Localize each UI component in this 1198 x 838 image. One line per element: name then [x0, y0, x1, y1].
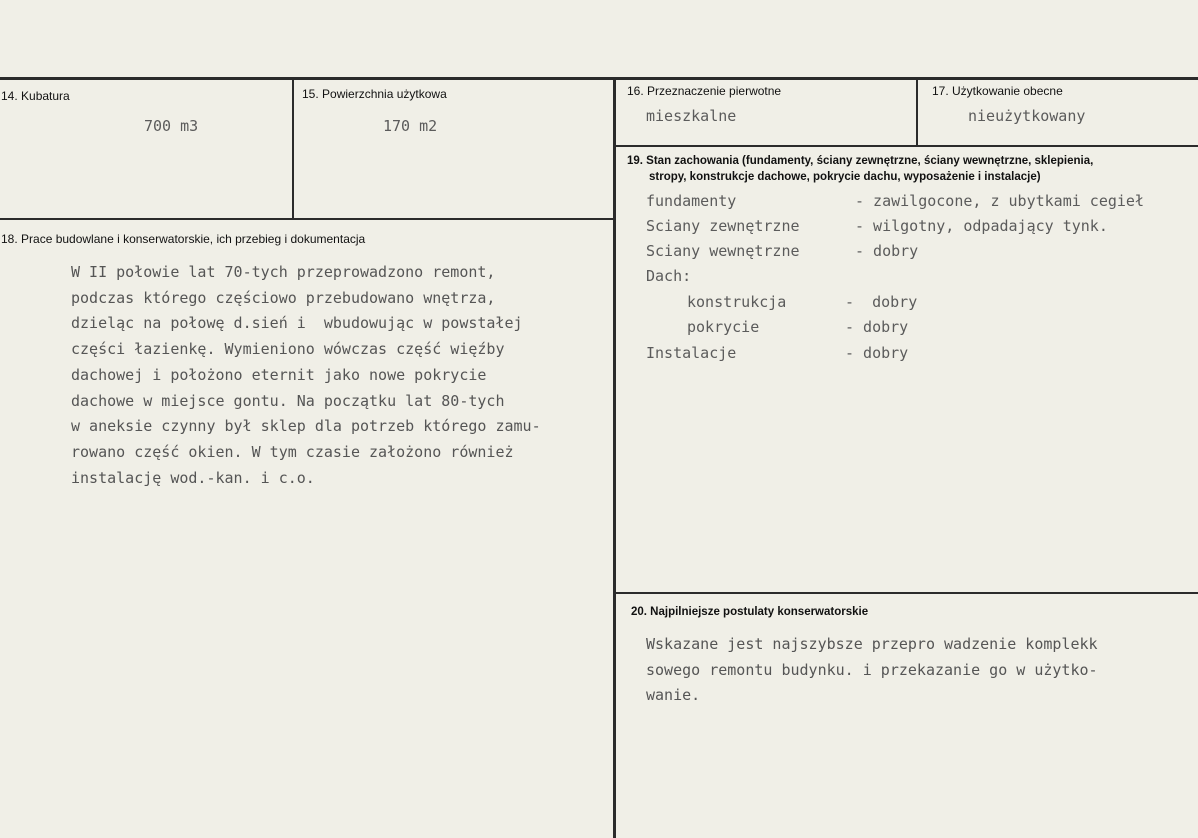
postulaty-text: [646, 632, 1098, 709]
stan-row-value: - dobry: [845, 344, 909, 362]
prace-line: dzieląc na połowę d.sień i wbudowując w powstałej: [71, 314, 523, 333]
kubatura-label: 14. Kubatura: [1, 89, 70, 103]
prace-line: podczas którego częściowo przebudowano wnętrza,: [71, 288, 496, 307]
powierzchnia-value: 170 m2: [383, 117, 438, 135]
divider-center: [613, 79, 616, 838]
przeznaczenie-label: 16. Przeznaczenie pierwotne: [627, 84, 782, 98]
przeznaczenie-value: mieszkalne: [646, 107, 737, 125]
stan-row-name: Instalacje: [646, 344, 737, 362]
prace-line: W II połowie lat 70-tych przeprowadzono remont,: [71, 263, 496, 281]
prace-label: 18. Prace budowlane i konserwatorskie, ich przebieg i dokumentacja: [1, 232, 366, 246]
stan-row-name: pokrycie: [687, 318, 760, 336]
stan-row-name: konstrukcja: [687, 293, 787, 311]
uzytkowanie-value: nieużytkowany: [968, 107, 1086, 125]
prace-line: instalację wod.-kan. i c.o.: [71, 468, 315, 487]
stan-label-line1: 19. Stan zachowania (fundamenty, ściany zewnętrzne, ściany wewnętrzne, sklepienia,: [627, 155, 1094, 167]
rule-under-14-15: [0, 218, 615, 220]
kubatura-value: 700 m3: [144, 117, 199, 135]
prace-line: rowano część okien. W tym czasie założono również: [71, 442, 514, 461]
stan-row-value: - dobry: [845, 318, 909, 336]
stan-row-name: Dach:: [646, 267, 692, 285]
stan-row-value: - zawilgocone, z ubytkami cegieł: [855, 192, 1144, 210]
stan-row-value: - dobry: [845, 293, 918, 311]
stan-row-name: fundamenty: [646, 192, 737, 210]
prace-line: dachowej i położono eternit jako nowe pokrycie: [71, 365, 487, 384]
top-rule: [0, 77, 1198, 80]
stan-row-name: Sciany wewnętrzne: [646, 242, 800, 260]
postulaty-line: sowego remontu budynku. i przekazanie go w użytko-: [646, 660, 1098, 679]
stan-row-name: Sciany zewnętrzne: [646, 217, 800, 235]
stan-row-value: - dobry: [855, 242, 919, 260]
postulaty-line: Wskazane jest najszybsze przepro wadzenie komplekk: [646, 635, 1098, 653]
stan-row-value: - wilgotny, odpadający tynk.: [855, 217, 1108, 235]
prace-text: [71, 260, 541, 491]
prace-line: części łazienkę. Wymieniono wówczas część więźby: [71, 340, 505, 359]
uzytkowanie-label: 17. Użytkowanie obecne: [932, 84, 1063, 98]
stan-label-line2: stropy, konstrukcje dachowe, pokrycie dachu, wyposażenie i instalacje): [649, 171, 1041, 183]
divider-16-17: [916, 79, 918, 146]
powierzchnia-label: 15. Powierzchnia użytkowa: [302, 87, 447, 101]
postulaty-line: wanie.: [646, 686, 701, 705]
divider-14-15: [292, 79, 294, 220]
prace-line: w aneksie czynny był sklep dla potrzeb którego zamu-: [71, 417, 541, 436]
rule-under-16-17: [614, 145, 1198, 147]
postulaty-label: 20. Najpilniejsze postulaty konserwatorskie: [631, 606, 869, 618]
rule-above-20: [614, 592, 1198, 594]
prace-line: dachowe w miejsce gontu. Na początku lat 80-tych: [71, 391, 505, 410]
